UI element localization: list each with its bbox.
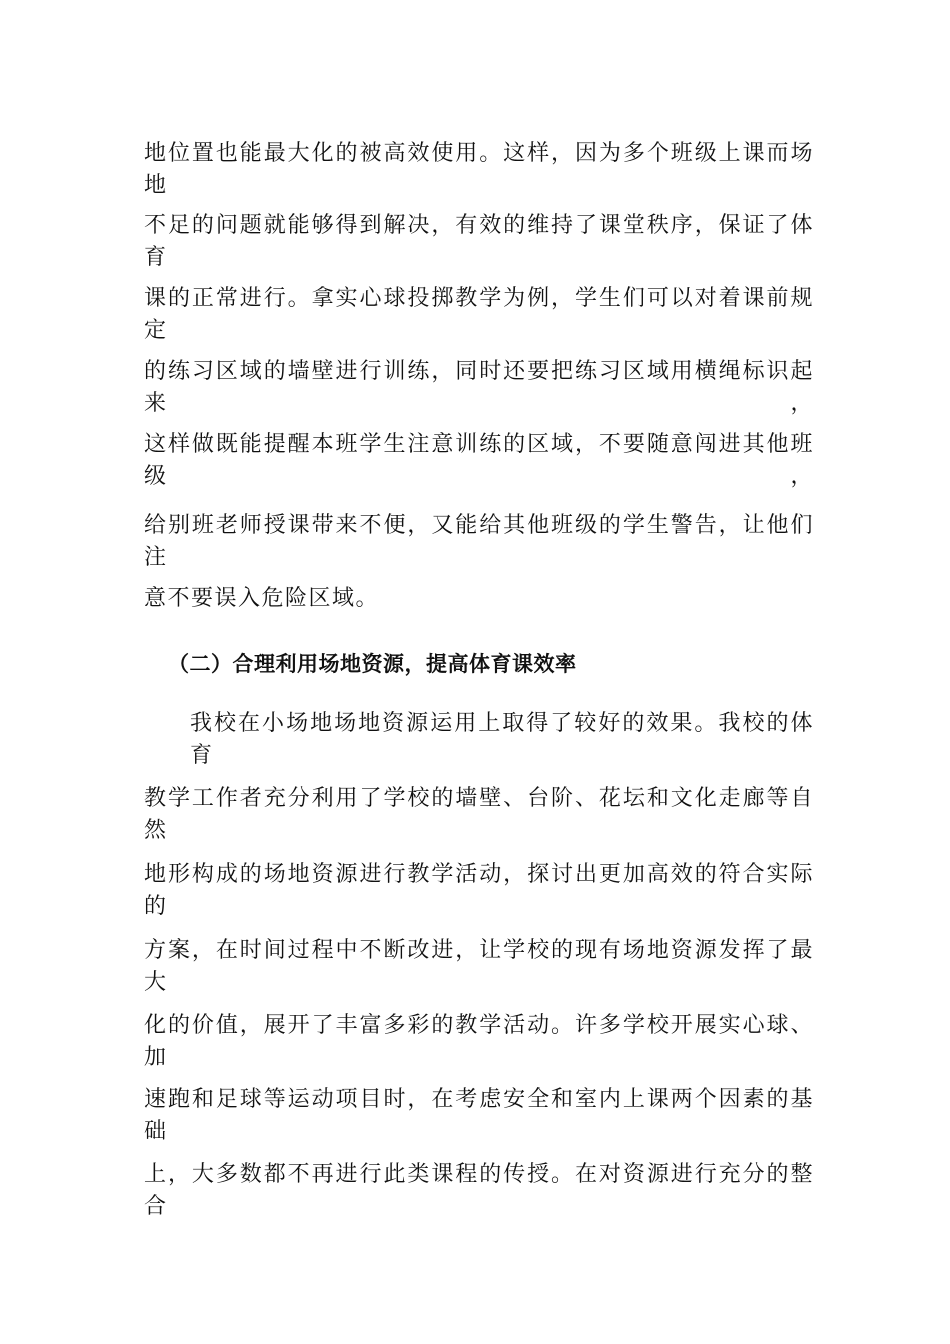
paragraph-1-line-7: 意不要误入危险区域。 [144, 586, 380, 611]
section-heading: （二）合理利用场地资源，提高体育课效率 [168, 652, 577, 676]
paragraph-2-line-2: 教学工作者充分利用了学校的墙壁、台阶、花坛和文化走廊等自然 [144, 786, 814, 843]
paragraph-2-line-5: 化的价值，展开了丰富多彩的教学活动。许多学校开展实心球、加 [144, 1013, 814, 1070]
paragraph-2-line-1: 我校在小场地场地资源运用上取得了较好的效果。我校的体育 [190, 711, 814, 768]
paragraph-2-line-6: 速跑和足球等运动项目时，在考虑安全和室内上课两个因素的基础 [144, 1087, 814, 1144]
paragraph-1-line-2: 不足的问题就能够得到解决，有效的维持了课堂秩序，保证了体育 [144, 213, 814, 270]
paragraph-2-line-7: 上，大多数都不再进行此类课程的传授。在对资源进行充分的整合 [144, 1162, 814, 1219]
paragraph-1-line-6: 给别班老师授课带来不便，又能给其他班级的学生警告，让他们注 [144, 513, 814, 570]
paragraph-1-line-4: 的练习区域的墙壁进行训练，同时还要把练习区域用横绳标识起来， [144, 359, 814, 416]
paragraph-2-line-3: 地形构成的场地资源进行教学活动，探讨出更加高效的符合实际的 [144, 862, 814, 919]
paragraph-1-line-3: 课的正常进行。拿实心球投掷教学为例，学生们可以对着课前规定 [144, 286, 814, 343]
paragraph-1-line-5: 这样做既能提醒本班学生注意训练的区域，不要随意闯进其他班级， [144, 432, 814, 489]
paragraph-2-line-4: 方案，在时间过程中不断改进，让学校的现有场地资源发挥了最大 [144, 938, 814, 995]
paragraph-1-line-1: 地位置也能最大化的被高效使用。这样，因为多个班级上课而场地 [144, 141, 814, 198]
